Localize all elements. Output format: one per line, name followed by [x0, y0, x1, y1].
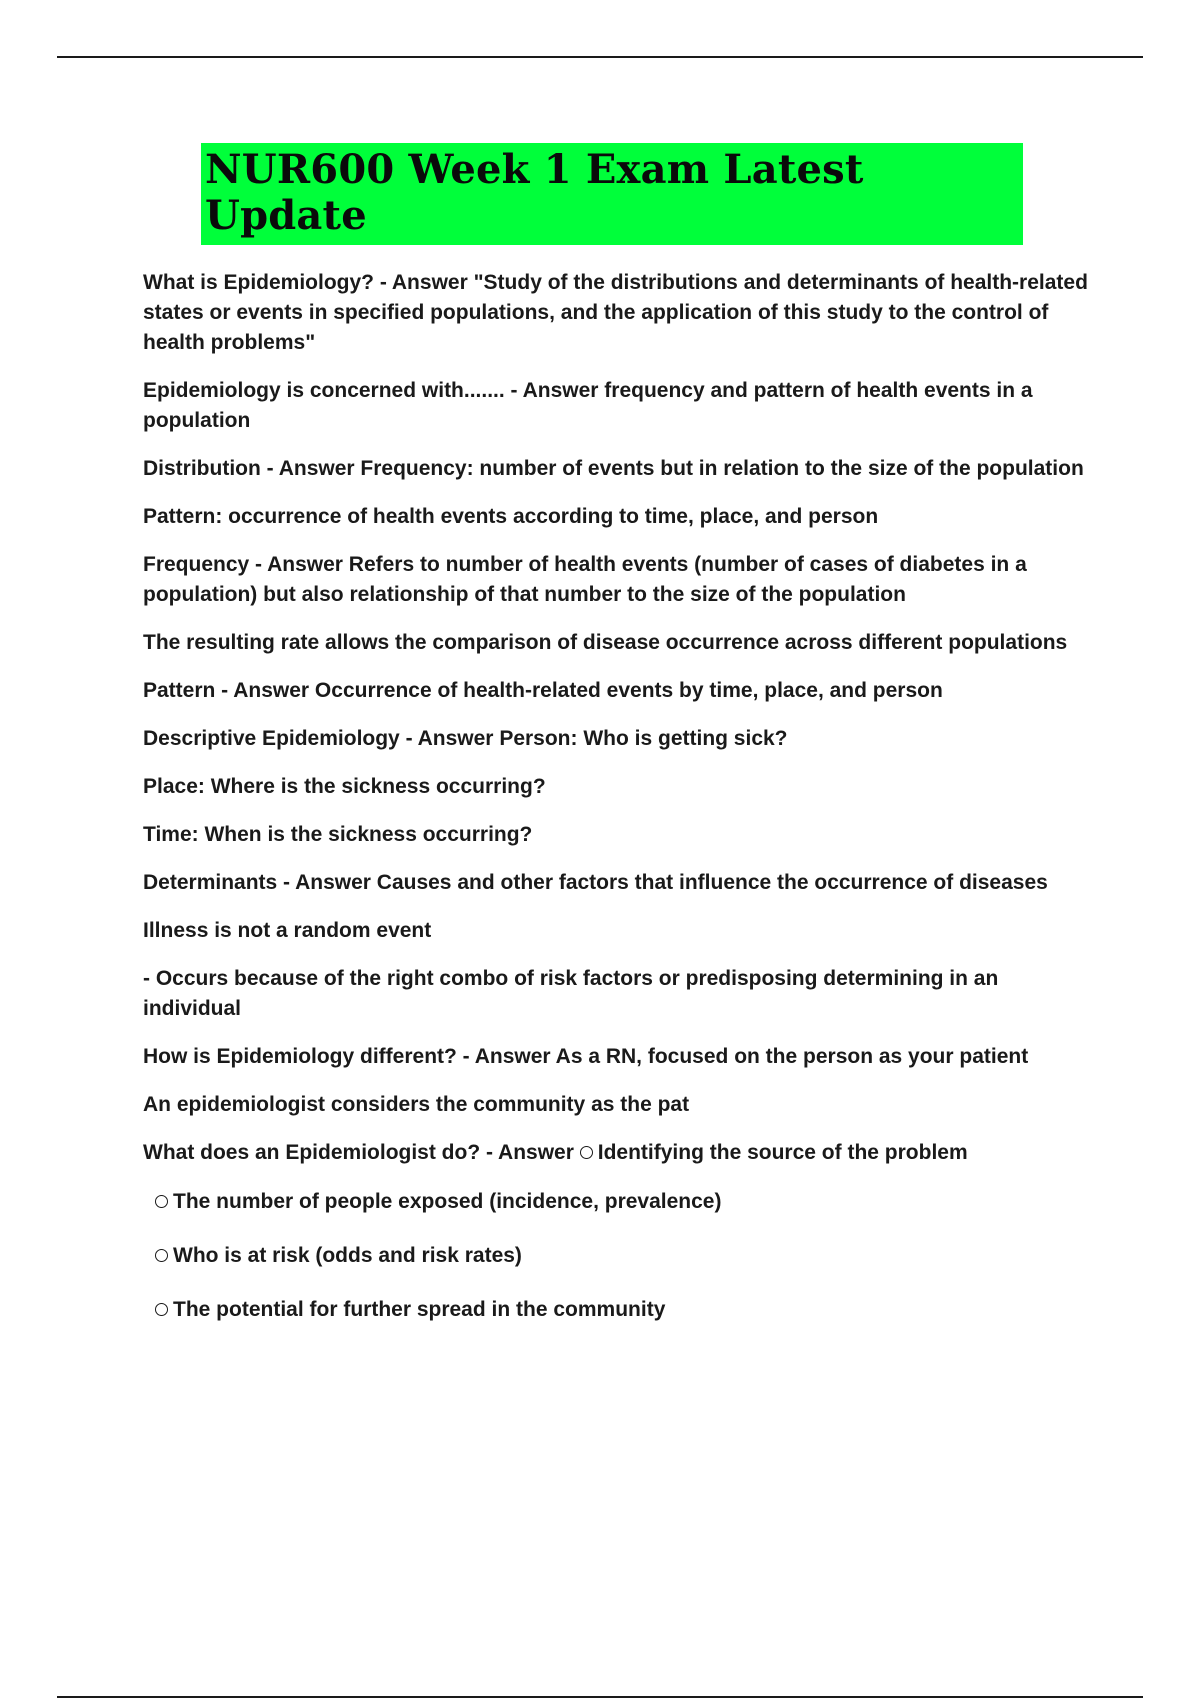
- document-title: NUR600 Week 1 Exam Latest Update: [201, 143, 1023, 245]
- bullet-text: The potential for further spread in the community: [173, 1298, 666, 1321]
- hollow-circle-bullet-icon: [155, 1195, 168, 1208]
- paragraph: The resulting rate allows the comparison of disease occurrence across different populations: [143, 631, 1068, 654]
- top-rule: [57, 56, 1143, 58]
- paragraph: Illness is not a random event: [143, 919, 432, 942]
- document-body: [143, 268, 1095, 1349]
- epidemiologist-question: [143, 1138, 1095, 1168]
- bullet-item: [155, 1241, 1095, 1271]
- paragraph: How is Epidemiology different? - Answer As a RN, focused on the person as your patient: [143, 1045, 1029, 1068]
- paragraph: Time: When is the sickness occurring?: [143, 823, 533, 846]
- paragraph: Place: Where is the sickness occurring?: [143, 775, 546, 798]
- paragraph: What is Epidemiology? - Answer "Study of the distributions and determinants of health-related states or events in specified populations, and the application of this study to the control of health problems": [143, 271, 1088, 354]
- paragraph: - Occurs because of the right combo of risk factors or predisposing determining in an individual: [143, 967, 999, 1020]
- paragraph: Distribution - Answer Frequency: number of events but in relation to the size of the population: [143, 457, 1084, 480]
- bullet-item: [155, 1295, 1095, 1325]
- paragraph: Determinants - Answer Causes and other factors that influence the occurrence of diseases: [143, 871, 1048, 894]
- paragraph: An epidemiologist considers the community as the pat: [143, 1093, 690, 1116]
- bullet-text: Who is at risk (odds and risk rates): [173, 1244, 522, 1267]
- hollow-circle-bullet-icon: [155, 1303, 168, 1316]
- bottom-rule: [57, 1696, 1143, 1698]
- bullet-item: [155, 1187, 1095, 1217]
- first-answer-item: Identifying the source of the problem: [597, 1141, 968, 1164]
- paragraph: Frequency - Answer Refers to number of health events (number of cases of diabetes in a population) but also relationship of that number to the size of the population: [143, 553, 1027, 606]
- hollow-circle-bullet-icon: [155, 1249, 168, 1262]
- question-text: What does an Epidemiologist do? - Answer: [143, 1141, 574, 1164]
- paragraph: Descriptive Epidemiology - Answer Person: Who is getting sick?: [143, 727, 788, 750]
- bullet-text: The number of people exposed (incidence, prevalence): [173, 1190, 722, 1213]
- title-container: [0, 143, 1200, 245]
- hollow-circle-bullet-icon: [580, 1146, 593, 1159]
- paragraph: Pattern - Answer Occurrence of health-related events by time, place, and person: [143, 679, 943, 702]
- paragraph: Epidemiology is concerned with....... - Answer frequency and pattern of health events in a population: [143, 379, 1033, 432]
- paragraph: Pattern: occurrence of health events according to time, place, and person: [143, 505, 879, 528]
